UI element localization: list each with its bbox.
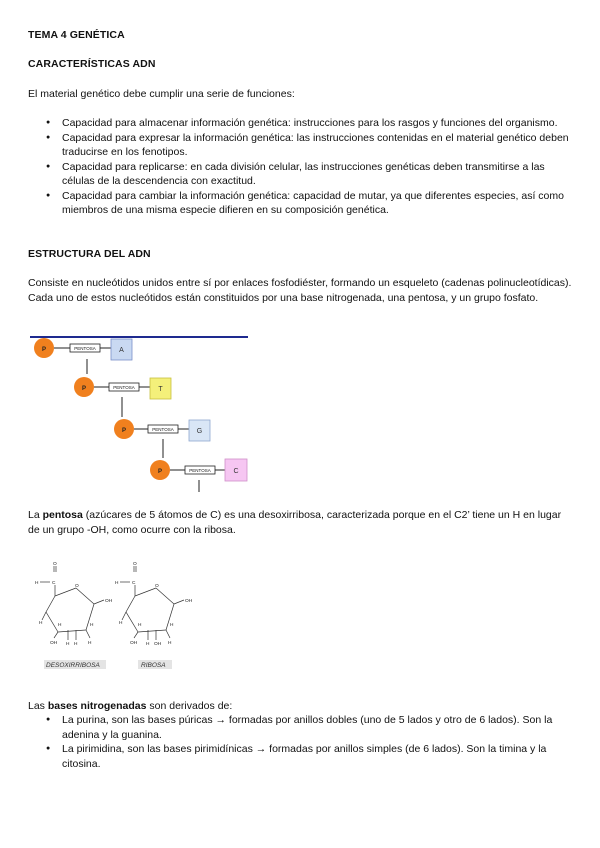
base-label-g: G	[196, 428, 203, 435]
svg-text:C: C	[52, 581, 56, 586]
pentosa-paragraph: La pentosa (azúcares de 5 átomos de C) es una desoxirribosa, caracterizada porque en el C2’ tiene un H en lugar de un grupo -OH, como ocurre con la ribosa.	[28, 509, 562, 536]
section-heading-caracteristicas: CARACTERÍSTICAS ADN	[28, 58, 156, 70]
svg-text:OH: OH	[185, 599, 193, 604]
pentose-label: PENTOSA	[74, 346, 96, 351]
svg-text:O: O	[75, 584, 79, 589]
list-item: ● Capacidad para almacenar información genética: instrucciones para los rasgos y funciones del organismo.	[28, 116, 573, 131]
pentose-label: PENTOSA	[152, 427, 174, 432]
svg-text:H: H	[58, 623, 62, 628]
section-heading-estructura: ESTRUCTURA DEL ADN	[28, 248, 151, 260]
svg-text:OH: OH	[130, 641, 138, 646]
base-label-t: T	[158, 386, 163, 393]
svg-text:OH: OH	[105, 599, 113, 604]
svg-text:H: H	[88, 641, 92, 646]
list-item: ● La purina, son las bases púricas → formadas por anillos dobles (uno de 5 lados y otro de 6 lados). Son la adenina y la guanina.	[28, 713, 573, 742]
base-label-c: C	[233, 468, 239, 475]
svg-text:H: H	[115, 581, 119, 586]
svg-text:C: C	[132, 581, 136, 586]
bases-paragraph: Las bases nitrogenadas son derivados de:	[28, 700, 233, 712]
pentose-label: PENTOSA	[113, 385, 135, 390]
svg-text:H: H	[168, 641, 172, 646]
ribosa-caption: RIBOSA	[141, 662, 166, 669]
svg-text:H: H	[119, 621, 123, 626]
functions-list	[28, 116, 573, 218]
phosphate-label: P	[121, 428, 127, 434]
svg-text:H: H	[74, 642, 78, 647]
svg-text:O: O	[133, 562, 137, 567]
phosphate-label: P	[157, 469, 163, 475]
svg-text:H: H	[66, 642, 70, 647]
section1-intro: El material genético debe cumplir una serie de funciones:	[28, 88, 295, 100]
svg-text:H: H	[138, 623, 142, 628]
base-label-a: A	[119, 347, 124, 354]
svg-text:O: O	[53, 562, 57, 567]
pentosa-term: pentosa	[42, 509, 83, 521]
svg-text:H: H	[39, 621, 43, 626]
dna-strand-diagram	[28, 330, 258, 495]
phosphate-label: P	[41, 347, 47, 353]
desoxirribosa-caption: DESOXIRRIBOSA	[46, 662, 100, 669]
sugar-structures	[28, 560, 218, 675]
list-item: ● Capacidad para expresar la información genética: las instrucciones contenidas en el material genético deben traducirse en los fenotipos.	[28, 131, 573, 160]
svg-text:H: H	[146, 642, 150, 647]
list-item: ● La pirimidina, son las bases pirimidínicas → formadas por anillos simples (de 6 lados). Son la timina y la citosina.	[28, 742, 573, 771]
svg-text:OH: OH	[50, 641, 58, 646]
svg-text:H: H	[35, 581, 39, 586]
svg-text:H: H	[170, 623, 174, 628]
svg-text:OH: OH	[154, 642, 162, 647]
svg-text:H: H	[90, 623, 94, 628]
section2-intro: Consiste en nucleótidos unidos entre sí por enlaces fosfodiéster, formando un esqueleto (cadenas polinucleotídicas). Cada uno de estos nucleótidos están constituidos por una base nitrogenada, una pentosa, y un grupo fosfato.	[28, 277, 572, 304]
bases-term: bases nitrogenadas	[47, 700, 147, 712]
svg-text:O: O	[155, 584, 159, 589]
pentose-label: PENTOSA	[189, 468, 211, 473]
desoxirribosa-molecule	[40, 566, 104, 640]
list-item: ● Capacidad para replicarse: en cada división celular, las instrucciones genéticas deben transmitirse a las células de la descendencia con exactitud.	[28, 160, 573, 189]
page-title: TEMA 4 GENÉTICA	[28, 29, 125, 41]
ribosa-molecule	[120, 566, 184, 640]
list-item: ● Capacidad para cambiar la información genética: capacidad de mutar, ya que diferentes especies, así como miembros de una misma especie difieren en su composición genética.	[28, 189, 573, 218]
bases-list	[28, 713, 573, 771]
phosphate-label: P	[81, 386, 87, 392]
strand-top-line	[30, 336, 248, 338]
